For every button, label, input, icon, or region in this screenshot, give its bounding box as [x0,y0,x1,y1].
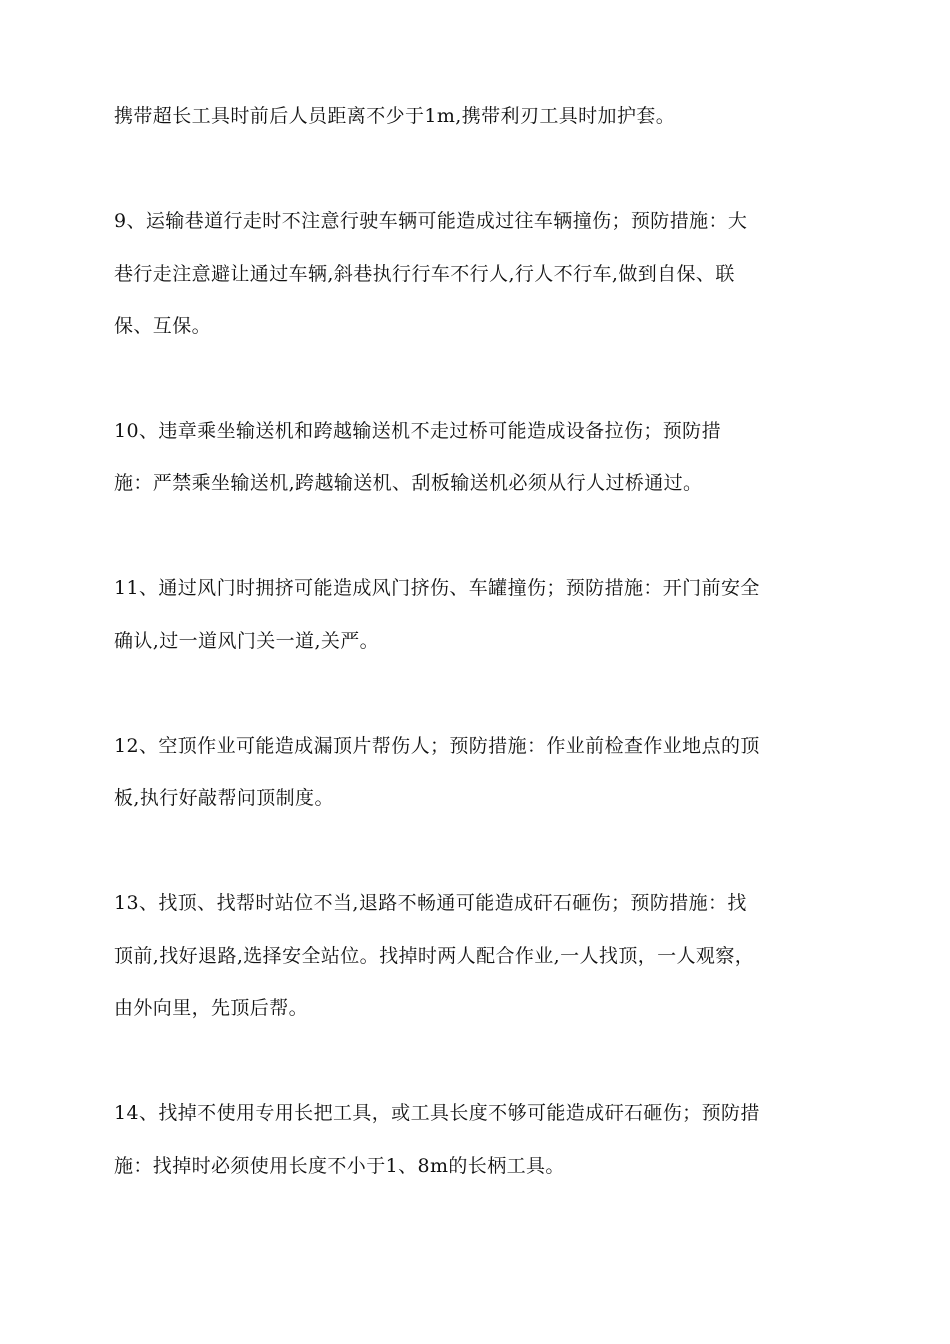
paragraph-14-line-1: 14、找掉不使用专用长把工具，或工具长度不够可能造成矸石砸伤；预防措 [114,1102,760,1124]
paragraph-13-line-2: 顶前,找好退路,选择安全站位。找掉时两人配合作业,一人找顶，一人观察， [114,945,755,967]
paragraph-12-line-2: 板,执行好敲帮问顶制度。 [114,787,334,809]
paragraph-11-line-1: 11、通过风门时拥挤可能造成风门挤伤、车罐撞伤；预防措施：开门前安全 [114,577,760,599]
paragraph-9-line-3: 保、互保。 [114,315,212,337]
paragraph-10-line-2: 施：严禁乘坐输送机,跨越输送机、刮板输送机必须从行人过桥通过。 [114,472,703,494]
paragraph-12-line-1: 12、空顶作业可能造成漏顶片帮伤人；预防措施：作业前检查作业地点的顶 [114,735,760,757]
paragraph-8-line-1: 携带超长工具时前后人员距离不少于1m,携带利刃工具时加护套。 [114,105,676,127]
paragraph-11-line-2: 确认,过一道风门关一道,关严。 [114,630,380,652]
paragraph-9-line-1: 9、运输巷道行走时不注意行驶车辆可能造成过往车辆撞伤；预防措施：大 [114,210,748,232]
paragraph-13-line-3: 由外向里，先顶后帮。 [114,997,309,1019]
paragraph-9-line-2: 巷行走注意避让通过车辆,斜巷执行行车不行人,行人不行车,做到自保、联 [114,263,735,285]
paragraph-14-line-2: 施：找掉时必须使用长度不小于1、8m的长柄工具。 [114,1155,565,1177]
paragraph-10-line-1: 10、违章乘坐输送机和跨越输送机不走过桥可能造成设备拉伤；预防措 [114,420,721,442]
paragraph-13-line-1: 13、找顶、找帮时站位不当,退路不畅通可能造成矸石砸伤；预防措施：找 [114,892,747,914]
